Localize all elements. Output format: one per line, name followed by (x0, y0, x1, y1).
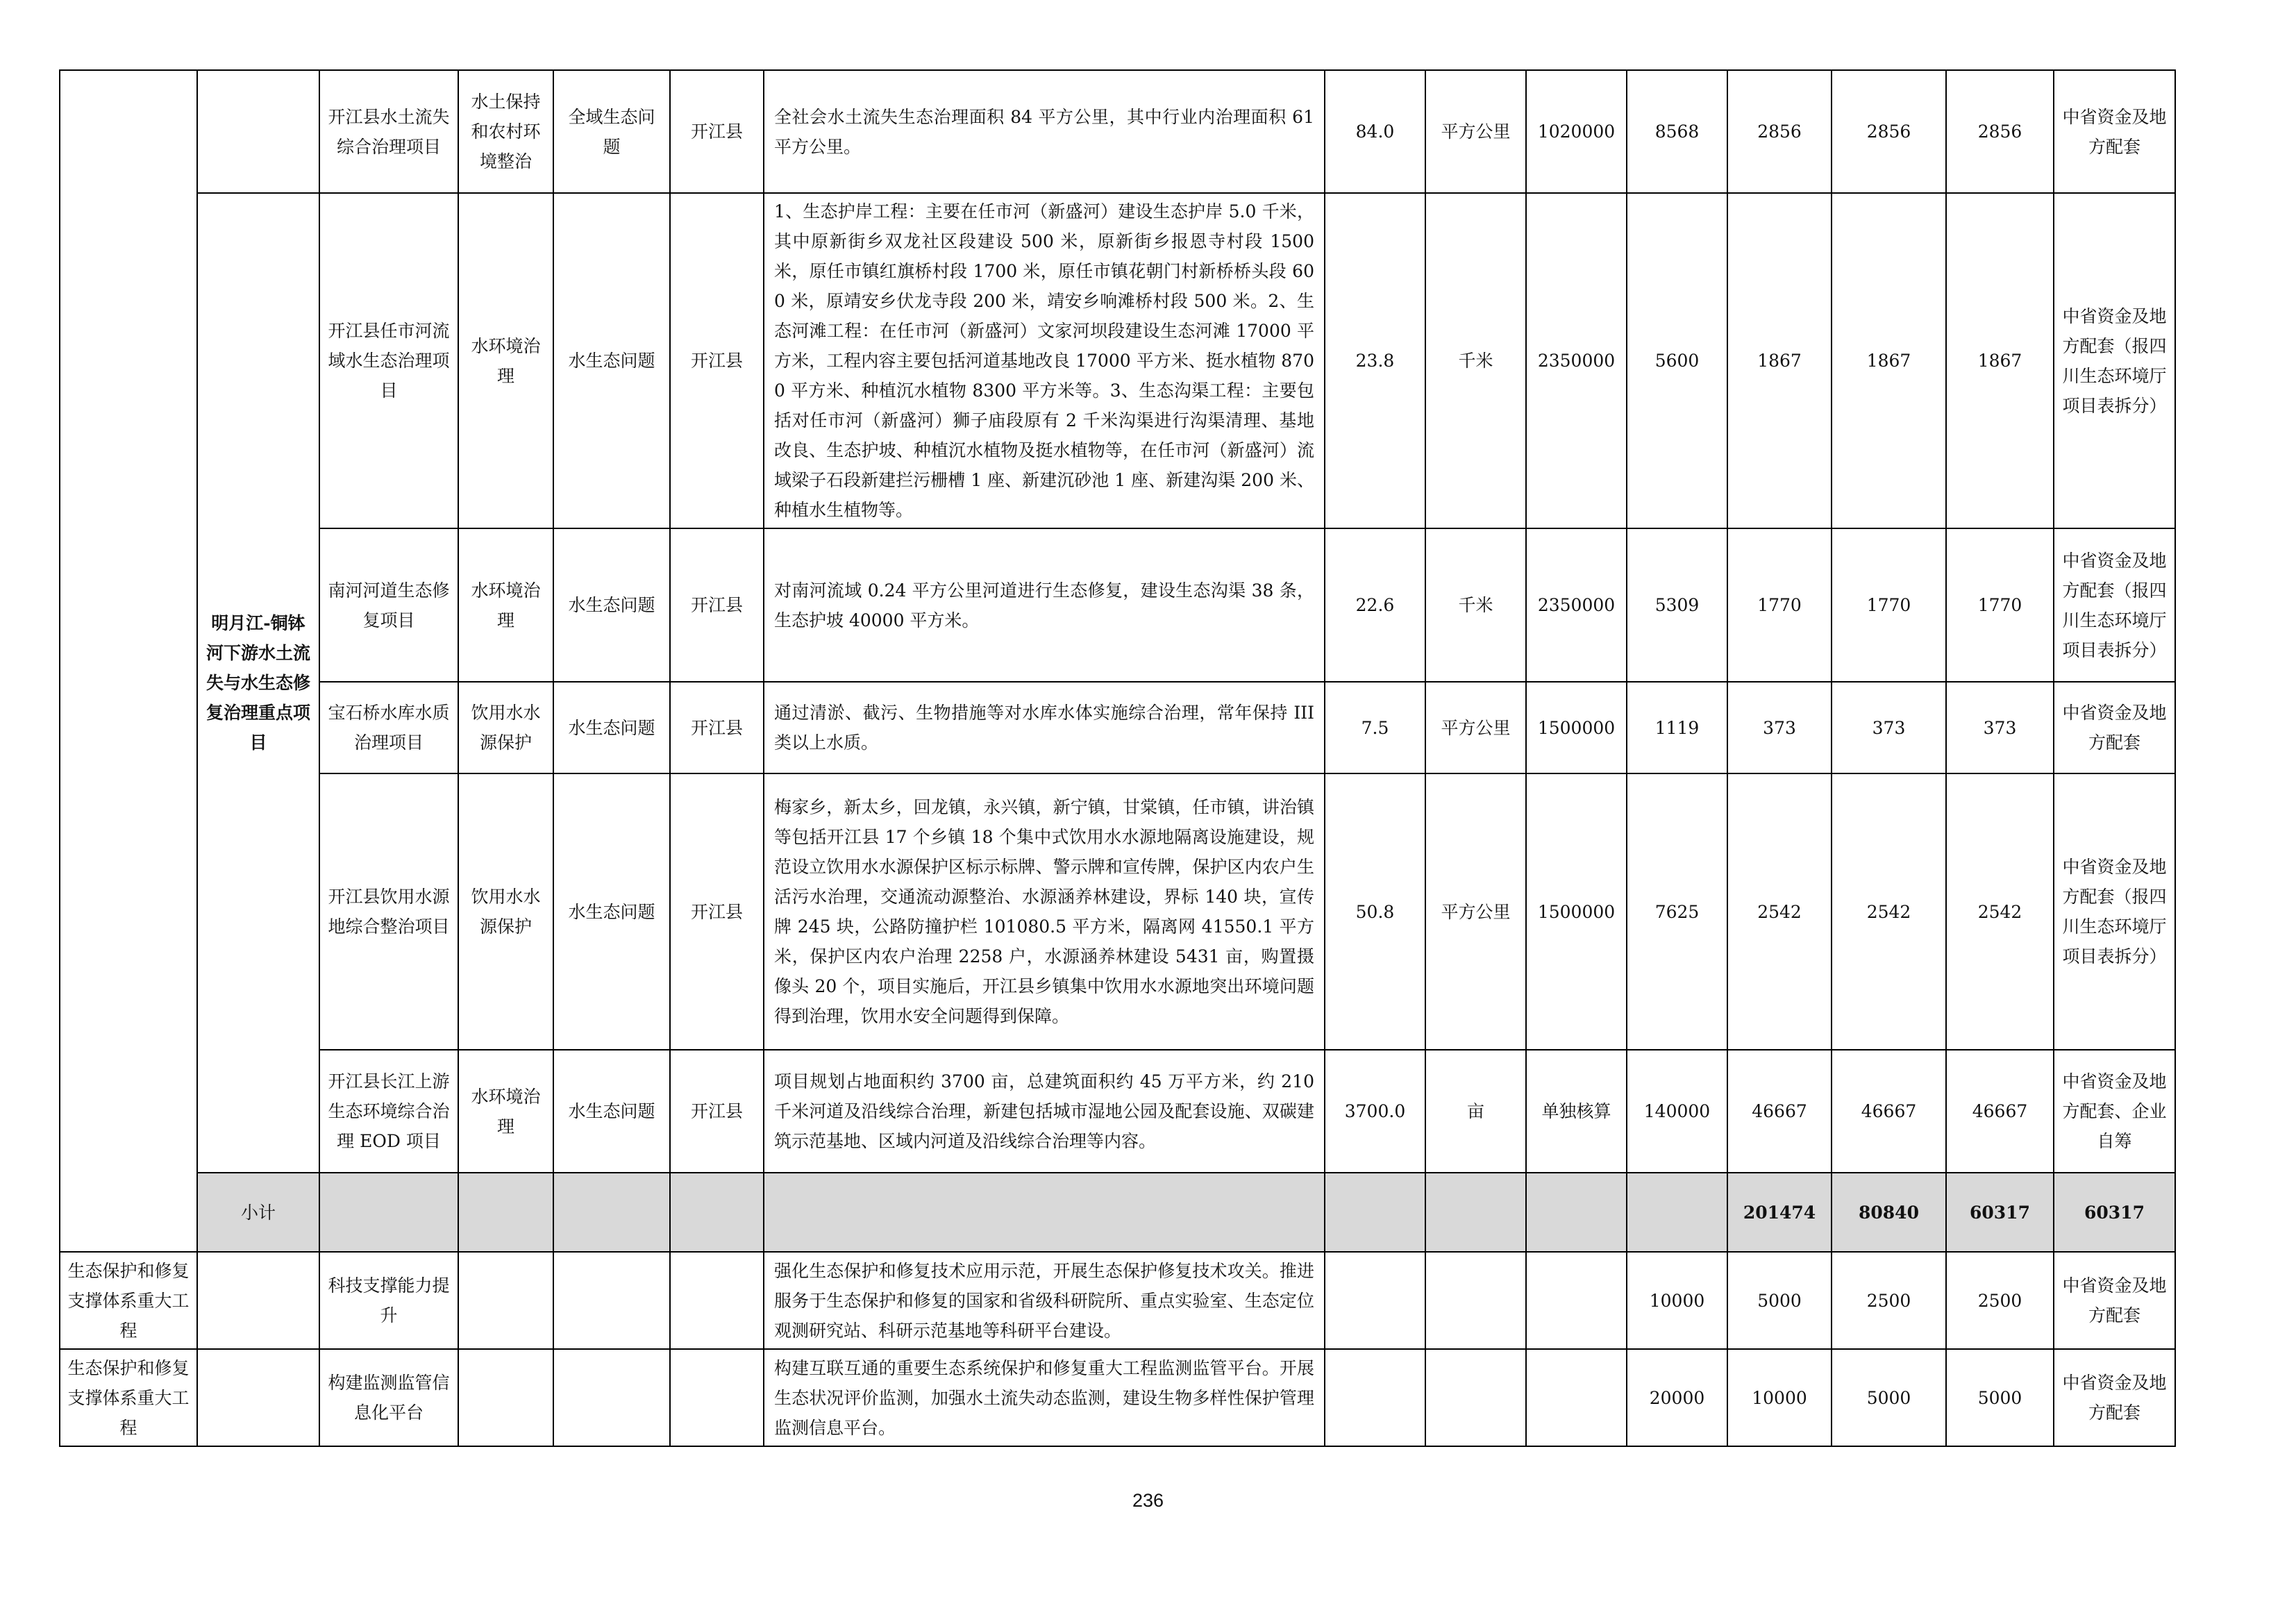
unit-price: 2350000 (1526, 193, 1627, 528)
funding-source: 中省资金及地方配套（报四川生态环境厅项目表拆分） (2054, 528, 2175, 682)
problem-type: 水生态问题 (553, 682, 670, 773)
unit-price: 1500000 (1526, 682, 1627, 773)
total-investment: 20000 (1627, 1349, 1727, 1446)
investment-y3: 373 (1946, 682, 2054, 773)
scale: 3700.0 (1325, 1050, 1425, 1173)
project-type: 水环境治理 (458, 1050, 553, 1173)
unit-price: 单独核算 (1526, 1050, 1627, 1173)
investment-y1: 5000 (1727, 1252, 1832, 1349)
investment-y1: 46667 (1727, 1050, 1832, 1173)
table-row (60, 682, 2175, 773)
investment-y3: 1770 (1946, 528, 2054, 682)
table-row (60, 193, 2175, 528)
subtotal-total: 201474 (1727, 1173, 1832, 1252)
funding-source: 中省资金及地方配套 (2054, 1252, 2175, 1349)
location: 开江县 (670, 528, 764, 682)
subtotal-empty (458, 1173, 553, 1252)
project-content: 1、生态护岸工程：主要在任市河（新盛河）建设生态护岸 5.0 千米，其中原新街乡双龙社区段建设 500 米，原新街乡报恩寺村段 1500 米，原任市镇红旗桥村段 1700 米，原任市镇花朝门村新桥桥头段 600 米，原靖安乡伏龙寺段 200 米，靖安乡响滩桥村段 500 米。2、生态河滩工程：在任市河（新盛河）文家河坝段建设生态河滩 17000 平方米，工程内容主要包括河道基地改良 17000 平方米、挺水植物 8700 平方米、种植沉水植物 8300 平方米等。3、生态沟渠工程：主要包括对任市河（新盛河）狮子庙段原有 2 千米沟渠进行沟渠清理、基地改良、生态护坡、种植沉水植物及挺水植物等，在任市河（新盛河）流域梁子石段新建拦污栅槽 1 座、新建沉砂池 1 座、新建沟渠 200 米、种植水生植物等。 (764, 193, 1325, 528)
scale: 84.0 (1325, 70, 1425, 193)
empty-cell (670, 1349, 764, 1446)
investment-y3: 2500 (1946, 1252, 2054, 1349)
investment-y1: 373 (1727, 682, 1832, 773)
empty-cell (1325, 1252, 1425, 1349)
subtotal-empty (319, 1173, 458, 1252)
investment-y3: 1867 (1946, 193, 2054, 528)
project-table (59, 69, 2176, 1447)
scale: 50.8 (1325, 773, 1425, 1050)
empty-cell (1325, 1349, 1425, 1446)
table-row (60, 1252, 2175, 1349)
group-cell-empty (197, 1252, 319, 1349)
unit: 亩 (1425, 1050, 1526, 1173)
problem-type: 水生态问题 (553, 528, 670, 682)
funding-source: 中省资金及地方配套（报四川生态环境厅项目表拆分） (2054, 193, 2175, 528)
project-type: 水环境治理 (458, 193, 553, 528)
scale: 7.5 (1325, 682, 1425, 773)
problem-type: 水生态问题 (553, 773, 670, 1050)
empty-cell (670, 1252, 764, 1349)
total-investment: 8568 (1627, 70, 1727, 193)
subtotal-label: 小计 (197, 1173, 319, 1252)
project-content: 通过清淤、截污、生物措施等对水库水体实施综合治理，常年保持 III 类以上水质。 (764, 682, 1325, 773)
total-investment: 140000 (1627, 1050, 1727, 1173)
total-investment: 5600 (1627, 193, 1727, 528)
funding-source: 中省资金及地方配套 (2054, 682, 2175, 773)
investment-y2: 373 (1832, 682, 1946, 773)
unit: 平方公里 (1425, 70, 1526, 193)
investment-y3: 2856 (1946, 70, 2054, 193)
investment-y1: 2856 (1727, 70, 1832, 193)
subtotal-empty (1425, 1173, 1526, 1252)
table-row (60, 773, 2175, 1050)
project-content: 构建互联互通的重要生态系统保护和修复重大工程监测监管平台。开展生态状况评价监测，加强水土流失动态监测，建设生物多样性保护管理监测信息平台。 (764, 1349, 1325, 1446)
funding-source: 中省资金及地方配套、企业自筹 (2054, 1050, 2175, 1173)
project-name: 南河河道生态修复项目 (319, 528, 458, 682)
table-row (60, 528, 2175, 682)
project-name: 构建监测监管信息化平台 (319, 1349, 458, 1446)
investment-y2: 2542 (1832, 773, 1946, 1050)
location: 开江县 (670, 773, 764, 1050)
scale: 22.6 (1325, 528, 1425, 682)
unit: 千米 (1425, 193, 1526, 528)
subtotal-y3: 60317 (2054, 1173, 2175, 1252)
project-name: 开江县长江上游生态环境综合治理 EOD 项目 (319, 1050, 458, 1173)
project-name: 开江县水土流失综合治理项目 (319, 70, 458, 193)
funding-source: 中省资金及地方配套（报四川生态环境厅项目表拆分） (2054, 773, 2175, 1050)
empty-cell (1526, 1349, 1627, 1446)
project-content: 项目规划占地面积约 3700 亩，总建筑面积约 45 万平方米，约 210 千米河道及沿线综合治理，新建包括城市湿地公园及配套设施、双碳建筑示范基地、区域内河道及沿线综合治理等内容。 (764, 1050, 1325, 1173)
problem-type: 水生态问题 (553, 193, 670, 528)
total-investment: 7625 (1627, 773, 1727, 1050)
total-investment: 1119 (1627, 682, 1727, 773)
unit-price: 1020000 (1526, 70, 1627, 193)
project-name: 开江县饮用水源地综合整治项目 (319, 773, 458, 1050)
table-row (60, 1349, 2175, 1446)
location: 开江县 (670, 70, 764, 193)
location: 开江县 (670, 193, 764, 528)
location: 开江县 (670, 1050, 764, 1173)
subtotal-empty (553, 1173, 670, 1252)
empty-cell (553, 1252, 670, 1349)
empty-cell (1425, 1252, 1526, 1349)
project-type: 水土保持和农村环境整治 (458, 70, 553, 193)
empty-cell (1425, 1349, 1526, 1446)
project-name: 宝石桥水库水质治理项目 (319, 682, 458, 773)
investment-y2: 5000 (1832, 1349, 1946, 1446)
project-content: 梅家乡，新太乡，回龙镇，永兴镇，新宁镇，甘棠镇，任市镇，讲治镇等包括开江县 17 个乡镇 18 个集中式饮用水水源地隔离设施建设，规范设立饮用水水源保护区标示标牌、警示牌和宣传牌，保护区内农户生活污水治理，交通流动源整治、水源涵养林建设，界标 140 块，宣传牌 245 块，公路防撞护栏 101080.5 平方米，隔离网 41550.1 平方米，保护区内农户治理 2258 户，水源涵养林建设 5431 亩，购置摄像头 20 个，项目实施后，开江县乡镇集中饮用水水源地突出环境问题得到治理，饮用水安全问题得到保障。 (764, 773, 1325, 1050)
investment-y3: 5000 (1946, 1349, 2054, 1446)
scale: 23.8 (1325, 193, 1425, 528)
subtotal-empty (670, 1173, 764, 1252)
unit-price: 2350000 (1526, 528, 1627, 682)
total-investment: 5309 (1627, 528, 1727, 682)
subtotal-y1: 80840 (1832, 1173, 1946, 1252)
subtotal-y2: 60317 (1946, 1173, 2054, 1252)
category-cell (60, 70, 197, 1252)
group-cell-empty (197, 70, 319, 193)
page-number: 236 (1132, 1490, 1164, 1511)
empty-cell (1526, 1252, 1627, 1349)
unit: 千米 (1425, 528, 1526, 682)
group-title: 明月江-铜钵河下游水土流失与水生态修复治理重点项目 (197, 193, 319, 1173)
project-type: 饮用水水源保护 (458, 682, 553, 773)
project-content: 对南河流域 0.24 平方公里河道进行生态修复，建设生态沟渠 38 条，生态护坡 40000 平方米。 (764, 528, 1325, 682)
table-row (60, 70, 2175, 193)
investment-y1: 10000 (1727, 1349, 1832, 1446)
investment-y2: 2856 (1832, 70, 1946, 193)
project-content: 强化生态保护和修复技术应用示范，开展生态保护修复技术攻关。推进服务于生态保护和修复的国家和省级科研院所、重点实验室、生态定位观测研究站、科研示范基地等科研平台建设。 (764, 1252, 1325, 1349)
empty-cell (458, 1252, 553, 1349)
subtotal-empty (764, 1173, 1325, 1252)
investment-y1: 2542 (1727, 773, 1832, 1050)
empty-cell (553, 1349, 670, 1446)
project-name: 开江县任市河流域水生态治理项目 (319, 193, 458, 528)
subtotal-empty (1627, 1173, 1727, 1252)
subtotal-row (60, 1173, 2175, 1252)
total-investment: 10000 (1627, 1252, 1727, 1349)
investment-y3: 2542 (1946, 773, 2054, 1050)
investment-y1: 1867 (1727, 193, 1832, 528)
problem-type: 全域生态问题 (553, 70, 670, 193)
subtotal-empty (1526, 1173, 1627, 1252)
investment-y1: 1770 (1727, 528, 1832, 682)
unit-price: 1500000 (1526, 773, 1627, 1050)
unit: 平方公里 (1425, 682, 1526, 773)
investment-y2: 46667 (1832, 1050, 1946, 1173)
group-cell-empty (197, 1349, 319, 1446)
investment-y2: 1867 (1832, 193, 1946, 528)
funding-source: 中省资金及地方配套 (2054, 1349, 2175, 1446)
subtotal-empty (1325, 1173, 1425, 1252)
project-type: 水环境治理 (458, 528, 553, 682)
unit: 平方公里 (1425, 773, 1526, 1050)
investment-y2: 1770 (1832, 528, 1946, 682)
project-content: 全社会水土流失生态治理面积 84 平方公里，其中行业内治理面积 61 平方公里。 (764, 70, 1325, 193)
empty-cell (458, 1349, 553, 1446)
category-cell: 生态保护和修复支撑体系重大工程 (60, 1349, 197, 1446)
location: 开江县 (670, 682, 764, 773)
category-cell: 生态保护和修复支撑体系重大工程 (60, 1252, 197, 1349)
funding-source: 中省资金及地方配套 (2054, 70, 2175, 193)
project-type: 饮用水水源保护 (458, 773, 553, 1050)
investment-y2: 2500 (1832, 1252, 1946, 1349)
table-row (60, 1050, 2175, 1173)
investment-y3: 46667 (1946, 1050, 2054, 1173)
project-name: 科技支撑能力提升 (319, 1252, 458, 1349)
problem-type: 水生态问题 (553, 1050, 670, 1173)
